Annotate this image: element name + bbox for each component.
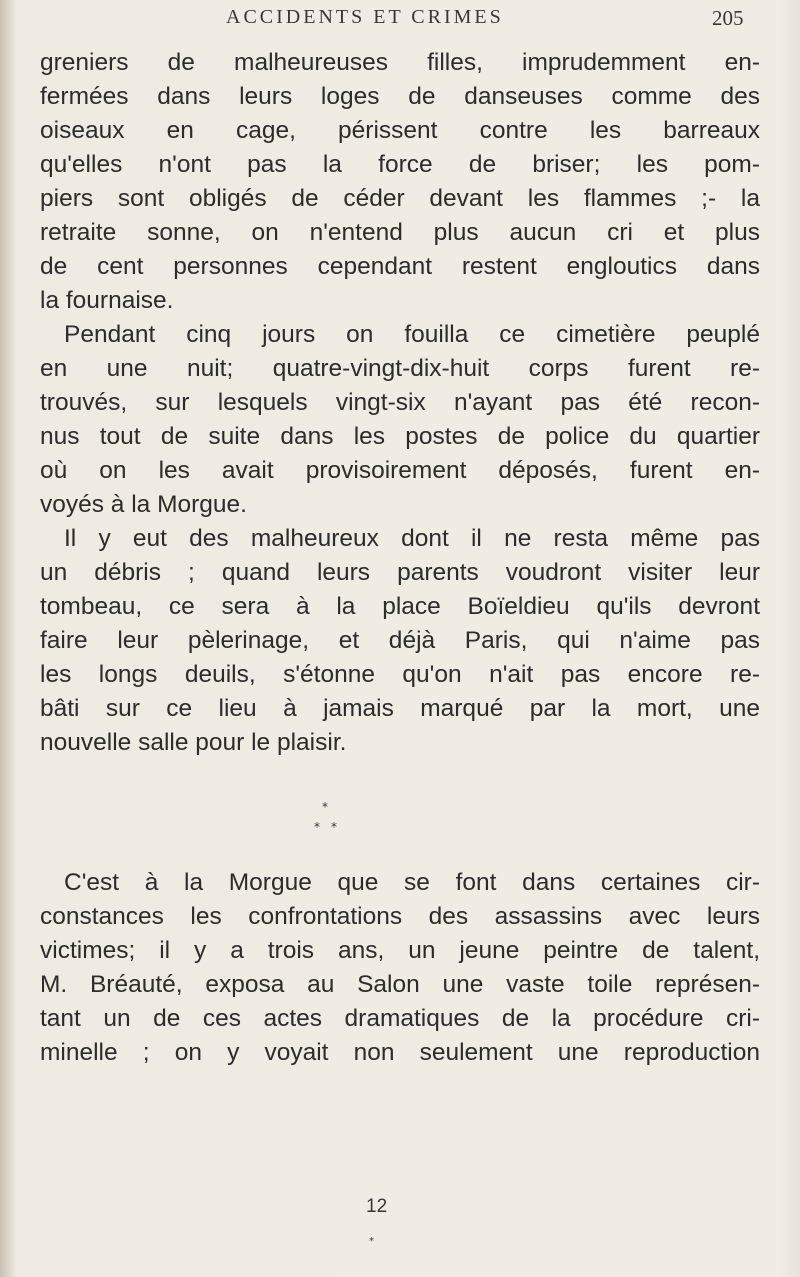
paragraph-1 [40,46,760,318]
text-line: nus tout de suite dans les postes de police du quartier [40,423,760,450]
text-line: tant un de ces actes dramatiques de la procédure cri- [40,1005,760,1032]
text-line: qu'elles n'ont pas la force de briser; les pom- [40,151,760,178]
text-line: la fournaise. [40,287,174,314]
signature-mark: 12 [366,1196,388,1217]
section-break-asterism [40,800,760,866]
text-line: victimes; il y a trois ans, un jeune peintre de talent, [40,937,760,964]
tail-asterisk: * [369,1236,374,1247]
text-line: fermées dans leurs loges de danseuses comme des [40,83,760,110]
text-line: bâti sur ce lieu à jamais marqué par la mort, une [40,695,760,722]
text-line: faire leur pèlerinage, et déjà Paris, qui n'aime pas [40,627,760,654]
text-line: greniers de malheureuses filles, imprudemment en- [40,49,760,76]
running-title: ACCIDENTS ET CRIMES [226,6,504,28]
text-line: un débris ; quand leurs parents voudront visiter leur [40,559,760,586]
text-line: M. Bréauté, exposa au Salon une vaste toile représen- [40,971,760,998]
text-line: Il y eut des malheureux dont il ne resta même pas [64,525,760,552]
text-line: voyés à la Morgue. [40,491,247,518]
asterism-star: * [322,800,328,814]
paragraph-2 [40,318,760,522]
text-line: nouvelle salle pour le plaisir. [40,729,347,756]
running-head [0,6,800,36]
text-line: minelle ; on y voyait non seulement une reproduction [40,1039,760,1066]
text-line: tombeau, ce sera à la place Boïeldieu qu'ils devront [40,593,760,620]
text-line: oiseaux en cage, périssent contre les barreaux [40,117,760,144]
paragraph-4 [40,866,760,1070]
paragraph-3 [40,522,760,760]
page-number: 205 [712,6,744,30]
text-line: piers sont obligés de céder devant les flammes ;- la [40,185,760,212]
asterism-star: * [331,820,337,834]
text-line: les longs deuils, s'étonne qu'on n'ait pas encore re- [40,661,760,688]
body-text [40,46,760,1070]
text-line: retraite sonne, on n'entend plus aucun cri et plus [40,219,760,246]
text-line: trouvés, sur lesquels vingt-six n'ayant pas été recon- [40,389,760,416]
text-line: en une nuit; quatre-vingt-dix-huit corps furent re- [40,355,760,382]
asterism-star: * [314,820,320,834]
text-line: de cent personnes cependant restent engloutics dans [40,253,760,280]
text-line: C'est à la Morgue que se font dans certaines cir- [64,869,760,896]
gutter-shadow [0,0,16,1277]
text-line: où on les avait provisoirement déposés, furent en- [40,457,760,484]
text-line: constances les confrontations des assassins avec leurs [40,903,760,930]
text-line: Pendant cinq jours on fouilla ce cimetière peuplé [64,321,760,348]
